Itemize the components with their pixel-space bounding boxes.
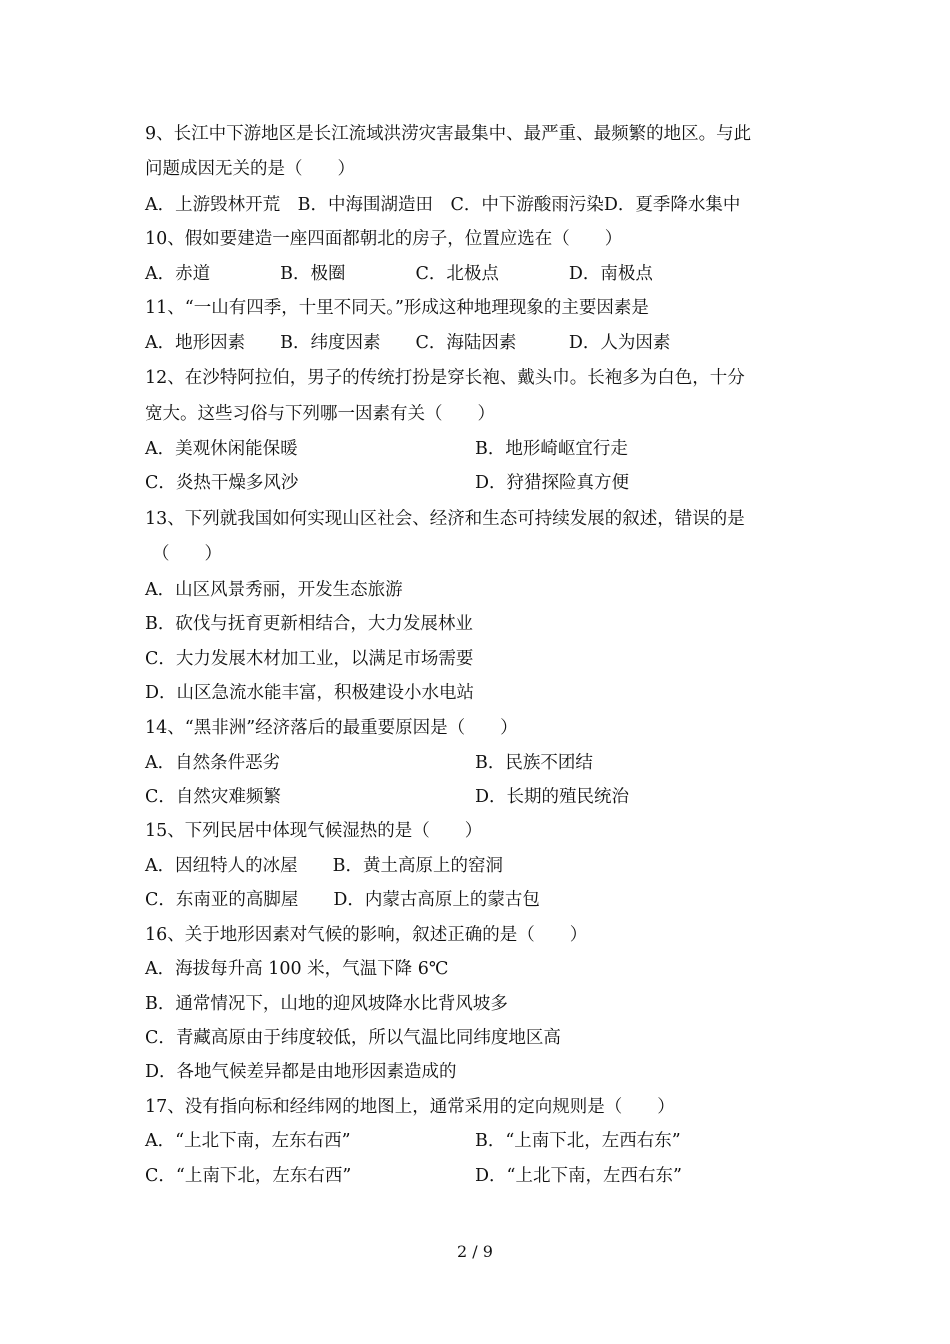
q16-option-d: D．各地气候差异都是由地形因素造成的 (145, 1062, 457, 1082)
q12-stem-line2: 宽大。这些习俗与下列哪一因素有关（ ） (145, 404, 495, 424)
q17-option-a: A．“上北下南，左东右西” (145, 1131, 351, 1151)
q9-stem-line2: 问题成因无关的是（ ） (145, 159, 355, 179)
q16-option-b: B．通常情况下，山地的迎风坡降水比背风坡多 (145, 994, 508, 1014)
q12-option-d: D．狩猎探险真方便 (475, 473, 630, 493)
q13-option-b: B．砍伐与抚育更新相结合，大力发展林业 (145, 614, 473, 634)
q13-stem-line2: （ ） (152, 544, 222, 564)
q9-options: A．上游毁林开荒 B．中海围湖造田 C．中下游酸雨污染D．夏季降水集中 (145, 195, 741, 215)
q12-option-b: B．地形崎岖宜行走 (475, 439, 628, 459)
q9-stem-line1: 9、长江中下游地区是长江流域洪涝灾害最集中、最严重、最频繁的地区。与此 (145, 124, 752, 144)
q14-option-a: A．自然条件恶劣 (145, 753, 281, 773)
q13-option-a: A．山区风景秀丽，开发生态旅游 (145, 580, 403, 600)
q13-option-d: D．山区急流水能丰富，积极建设小水电站 (145, 683, 475, 703)
q13-stem-line1: 13、下列就我国如何实现山区社会、经济和生态可持续发展的叙述，错误的是 (145, 509, 745, 529)
q13-option-c: C．大力发展木材加工业，以满足市场需要 (145, 649, 474, 669)
q12-stem-line1: 12、在沙特阿拉伯，男子的传统打扮是穿长袍、戴头巾。长袍多为白色，十分 (145, 368, 745, 388)
q17-option-b: B．“上南下北，左西右东” (475, 1131, 681, 1151)
q16-option-a: A．海拔每升高 100 米，气温下降 6℃ (145, 959, 449, 979)
q16-stem: 16、关于地形因素对气候的影响，叙述正确的是（ ） (145, 925, 588, 945)
q11-stem: 11、“一山有四季，十里不同天。”形成这种地理现象的主要因素是 (145, 298, 649, 318)
q14-option-d: D．长期的殖民统治 (475, 787, 630, 807)
q11-options: A．地形因素 B．纬度因素 C．海陆因素 D．人为因素 (145, 333, 671, 353)
q17-option-c: C．“上南下北，左东右西” (145, 1166, 352, 1186)
q15-options-ab: A．因纽特人的冰屋 B．黄土高原上的窑洞 (145, 856, 503, 876)
q12-option-c: C．炎热干燥多风沙 (145, 473, 299, 493)
q12-option-a: A．美观休闲能保暖 (145, 439, 298, 459)
q10-options: A．赤道 B．极圈 C．北极点 D．南极点 (145, 264, 653, 284)
q17-option-d: D．“上北下南，左西右东” (475, 1166, 682, 1186)
q15-stem: 15、下列民居中体现气候湿热的是（ ） (145, 821, 483, 841)
q14-option-c: C．自然灾难频繁 (145, 787, 281, 807)
page-number: 2 / 9 (457, 1242, 493, 1261)
q17-stem: 17、没有指向标和经纬网的地图上，通常采用的定向规则是（ ） (145, 1097, 675, 1117)
q16-option-c: C．青藏高原由于纬度较低，所以气温比同纬度地区高 (145, 1028, 561, 1048)
q14-stem: 14、“黑非洲”经济落后的最重要原因是（ ） (145, 718, 518, 738)
q10-stem: 10、假如要建造一座四面都朝北的房子，位置应选在（ ） (145, 229, 623, 249)
q14-option-b: B．民族不团结 (475, 753, 593, 773)
q15-options-cd: C．东南亚的高脚屋 D．内蒙古高原上的蒙古包 (145, 890, 540, 910)
